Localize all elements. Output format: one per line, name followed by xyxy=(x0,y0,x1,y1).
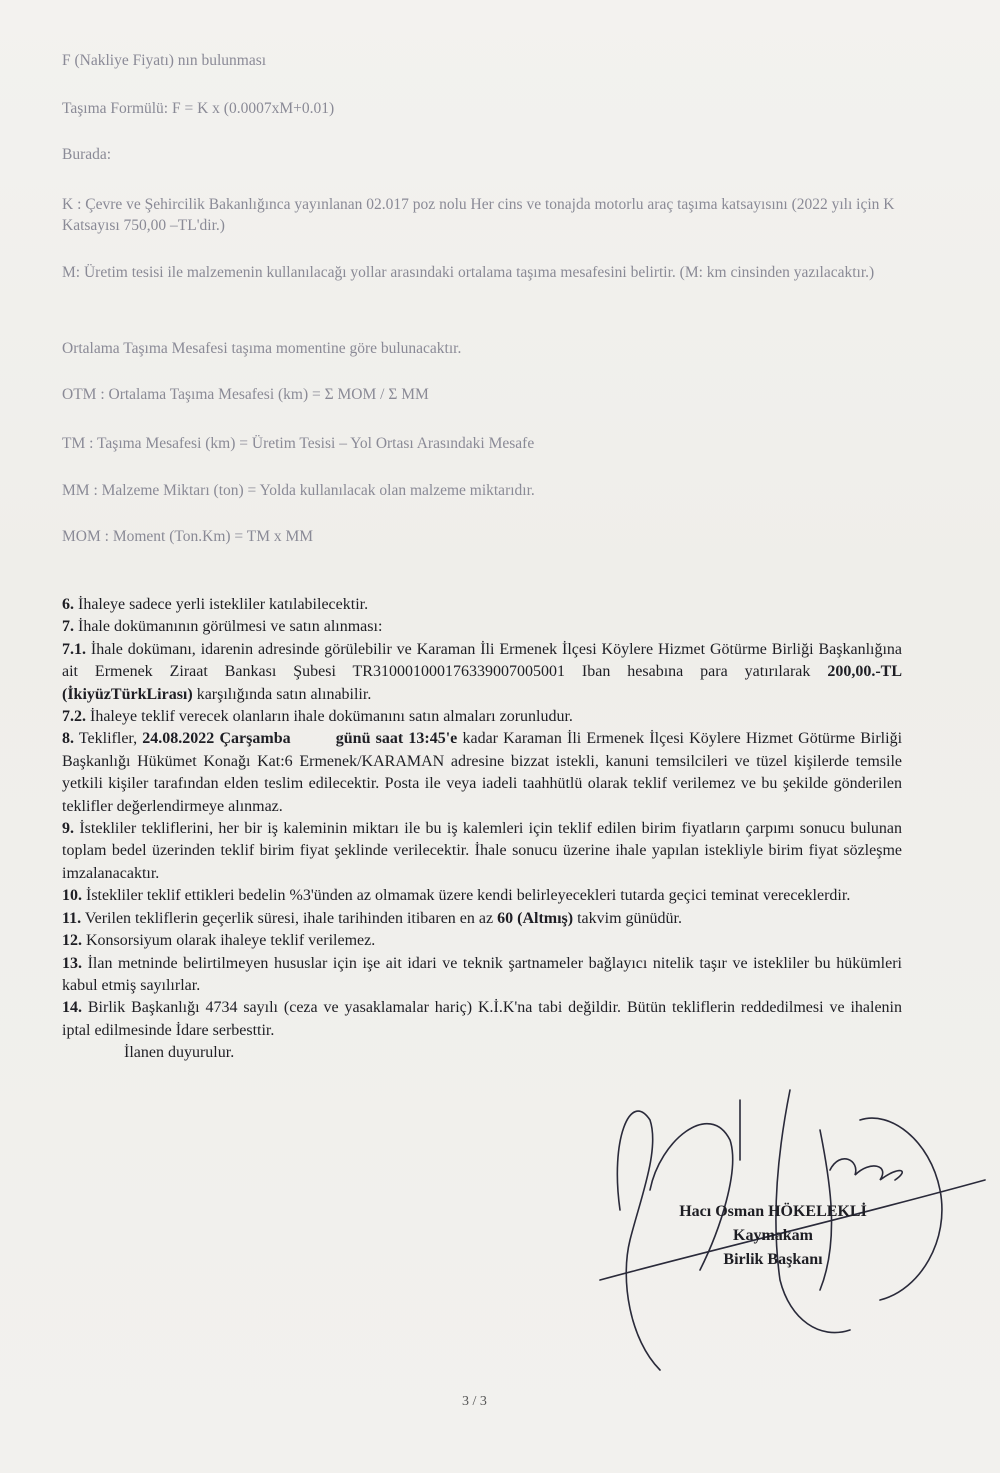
item-11: 11. Verilen tekliflerin geçerlik süresi, ihale tarihinden itibaren en az 60 (Altmış) takvim günüdür. xyxy=(62,909,682,927)
signatory-block xyxy=(648,1200,898,1272)
formula-where: Burada: xyxy=(62,146,112,163)
item-7: 7. İhale dokümanının görülmesi ve satın alınması: xyxy=(62,618,383,636)
tender-conditions xyxy=(62,594,902,1065)
item-10: 10. İstekliler teklif ettikleri bedelin %3'ünden az olmamak üzere kendi belirleyecekleri tutarda geçici teminat vereceklerdir. xyxy=(62,887,851,905)
page-number: 3 / 3 xyxy=(462,1394,487,1409)
signatory-title: Kaymakam xyxy=(733,1227,813,1244)
signatory-name: Hacı Osman HÖKELEKLİ xyxy=(679,1203,867,1220)
formula-k-definition: K : Çevre ve Şehircilik Bakanlığınca yayınlanan 02.017 poz nolu Her cins ve tonajda motorlu araç taşıma katsayısını (2022 yılı için K Katsayısı 750,00 –TL'dir.) xyxy=(62,196,895,234)
item-9: 9. İstekliler tekliflerini, her bir iş kaleminin miktarı ile bu iş kalemleri için teklif edilen birim fiyatların çarpımı sonucu bulunan toplam bedel üzerinden teklif birim fiyat şeklinde verilecektir. İhale sonucu üzerine ihale yapılan istekliyle birim fiyat sözleşme imzalanacaktır. xyxy=(62,820,902,882)
item-14: 14. Birlik Başkanlığı 4734 sayılı (ceza ve yasaklamalar hariç) K.İ.K'na tabi değildir. Bütün tekliflerin reddedilmesi ve ihalenin iptal edilmesinde İdare serbesttir. xyxy=(62,999,902,1039)
otm-definition: OTM : Ortalama Taşıma Mesafesi (km) = Σ MOM / Σ MM xyxy=(62,386,429,403)
signatory-role: Birlik Başkanı xyxy=(723,1251,823,1268)
mom-definition: MOM : Moment (Ton.Km) = TM x MM xyxy=(62,528,314,545)
item-6: 6. İhaleye sadece yerli istekliler katılabilecektir. xyxy=(62,596,369,613)
item-7-1: 7.1. İhale dokümanı, idarenin adresinde görülebilir ve Karaman İli Ermenek İlçesi Köylere Hizmet Götürme Birliği Başkanlığına ait Ermenek Ziraat Bankası Şubesi TR310001000176339007005001 Iban hesabına para yatırılarak 200,00.-TL (İkiyüzTürkLirası) karşılığında satın alınabilir. xyxy=(62,640,902,703)
item-8: 8. Teklifler, 24.08.2022 Çarşamba günü saat 13:45'e kadar Karaman İli Ermenek İlçesi Köylere Hizmet Götürme Birliği Başkanlığı Hükümet Konağı Kat:6 Ermenek/KARAMAN adresine bizzat istekli, kanuni temsilcileri ve tüzel kişilerde temsile yetkili kişiler tarafından elden teslim edilecektir. Posta ile veya iadeli taahhütlü olarak teklif verilemez ve bu şekilde gönderilen teklifler değerlendirmeye alınmaz. xyxy=(62,730,903,815)
formula-heading: F (Nakliye Fiyatı) nın bulunması xyxy=(62,52,267,69)
formula-m-definition: M: Üretim tesisi ile malzemenin kullanılacağı yollar arasındaki ortalama taşıma mesafesini belirtir. (M: km cinsinden yazılacaktır.) xyxy=(62,264,875,281)
item-13: 13. İlan metninde belirtilmeyen hususlar için işe ait idari ve teknik şartnameler bağlayıcı nitelik taşır ve istekliler bu hükümleri kabul etmiş sayılırlar. xyxy=(62,954,902,994)
mm-definition: MM : Malzeme Miktarı (ton) = Yolda kullanılacak olan malzeme miktarıdır. xyxy=(62,482,535,499)
item-12: 12. Konsorsiyum olarak ihaleye teklif verilemez. xyxy=(62,932,376,950)
closing-statement: İlanen duyurulur. xyxy=(124,1044,235,1062)
average-distance-note: Ortalama Taşıma Mesafesi taşıma momentine göre bulunacaktır. xyxy=(62,340,462,357)
item-7-2: 7.2. İhaleye teklif verecek olanların ihale dokümanını satın almaları zorunludur. xyxy=(62,708,573,726)
formula-text: Taşıma Formülü: F = K x (0.0007xM+0.01) xyxy=(62,100,335,117)
tm-definition: TM : Taşıma Mesafesi (km) = Üretim Tesisi – Yol Ortası Arasındaki Mesafe xyxy=(62,435,535,452)
